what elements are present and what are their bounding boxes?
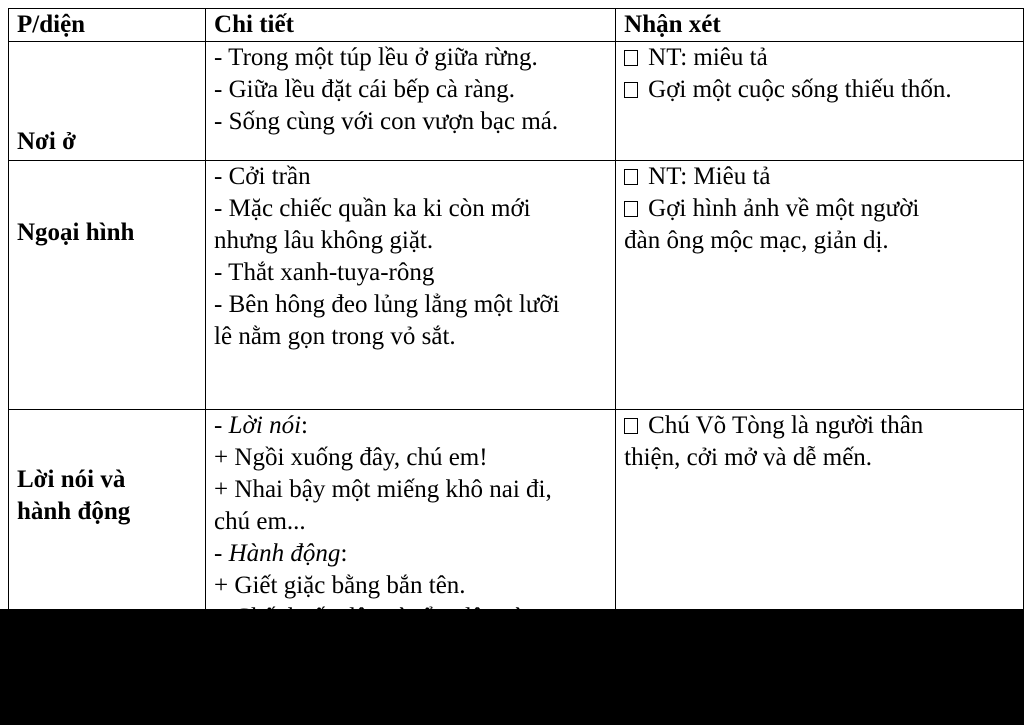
details-cell — [206, 161, 616, 410]
comment-text: Gợi hình ảnh về một người — [648, 195, 920, 222]
header-aspect: P/diện — [9, 9, 206, 42]
comments-cell — [616, 42, 1024, 161]
detail-line: lê nằm gọn trong vỏ sắt. — [214, 323, 456, 350]
detail-colon: : — [340, 540, 348, 567]
header-comments: Nhận xét — [616, 9, 1024, 42]
comment-line — [624, 161, 1023, 193]
comment-line — [624, 410, 1023, 442]
row-label-text: Ngoại hình — [17, 219, 135, 246]
detail-line: - Trong một túp lều ở giữa rừng. — [214, 44, 538, 71]
detail-line: - Giữa lều đặt cái bếp cà ràng. — [214, 76, 515, 103]
detail-heading-action — [214, 538, 615, 570]
checkbox-square-icon — [624, 418, 638, 434]
comment-line — [624, 42, 1023, 74]
details-cell — [206, 42, 616, 161]
detail-line: + Ngồi xuống đây, chú em! — [214, 444, 488, 471]
row-label-text: Lời nói và — [17, 466, 126, 493]
comment-line — [624, 74, 1023, 106]
checkbox-square-icon — [624, 201, 638, 217]
header-details: Chi tiết — [206, 9, 616, 42]
checkbox-square-icon — [624, 50, 638, 66]
detail-heading-text: Lời nói — [228, 412, 302, 439]
detail-line: - Cởi trần — [214, 163, 311, 190]
detail-dash: - — [214, 540, 229, 567]
detail-line: - Bên hông đeo lủng lẳng một lưỡi — [214, 291, 560, 318]
detail-heading-text: Hành động — [228, 540, 341, 567]
detail-dash: - — [214, 412, 229, 439]
comment-text: Gợi một cuộc sống thiếu thốn. — [648, 76, 952, 103]
table-header-row — [9, 9, 1024, 42]
comments-cell — [616, 161, 1024, 410]
detail-line: - Sống cùng với con vượn bạc má. — [214, 108, 559, 135]
table-row — [9, 161, 1024, 410]
detail-colon: : — [301, 412, 308, 439]
row-label — [9, 410, 206, 725]
detail-line: - Thắt xanh-tuya-rông — [214, 259, 435, 286]
row-label — [9, 161, 206, 410]
row-label — [9, 42, 206, 161]
checkbox-square-icon — [624, 169, 638, 185]
comments-cell — [616, 410, 1024, 725]
table-row — [9, 42, 1024, 161]
black-bottom-bar — [0, 609, 1024, 674]
comment-text: NT: Miêu tả — [648, 163, 771, 190]
comment-line — [624, 193, 1023, 225]
checkbox-square-icon — [624, 82, 638, 98]
detail-heading-speech — [214, 410, 615, 442]
comment-text: Chú Võ Tòng là người thân — [648, 412, 924, 439]
table-row — [9, 410, 1024, 725]
detail-line: + Giết giặc bằng bắn tên. — [214, 572, 466, 599]
detail-line: - Mặc chiếc quần ka ki còn mới — [214, 195, 531, 222]
row-label-text: hành động — [17, 498, 131, 525]
detail-line: + Nhai bậy một miếng khô nai đi, — [214, 476, 552, 503]
detail-line: chú em... — [214, 508, 306, 535]
comment-line: đàn ông mộc mạc, giản dị. — [624, 227, 889, 254]
detail-line: nhưng lâu không giặt. — [214, 227, 434, 254]
comment-text: NT: miêu tả — [648, 44, 768, 71]
comment-line: thiện, cởi mở và dễ mến. — [624, 444, 873, 471]
row-label-text: Nơi ở — [17, 128, 76, 155]
details-cell — [206, 410, 616, 725]
